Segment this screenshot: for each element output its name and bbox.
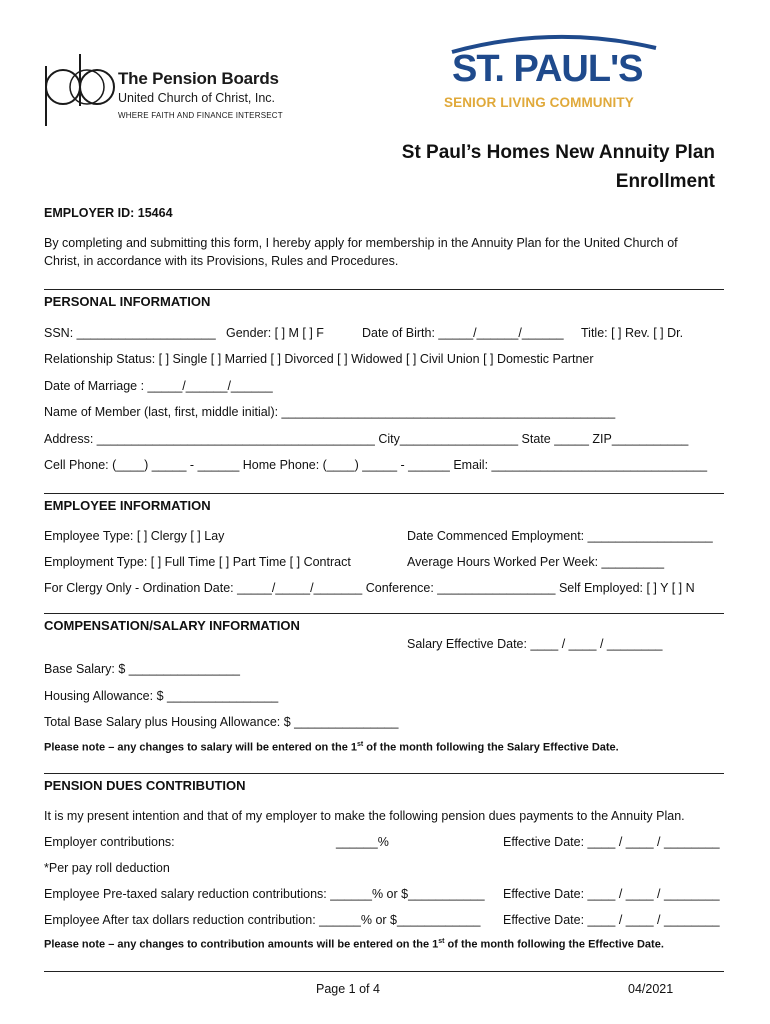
pension-boards-tagline: WHERE FAITH AND FINANCE INTERSECT [118,111,283,120]
st-pauls-subtitle: SENIOR LIVING COMMUNITY [444,95,634,110]
footer-divider [44,971,724,972]
employer-effective-date-field[interactable]: Effective Date: ____ / ____ / ________ [503,835,720,849]
pension-dues-header: PENSION DUES CONTRIBUTION [44,778,246,793]
total-salary-field[interactable]: Total Base Salary plus Housing Allowance: $ _______________ [44,715,399,729]
employee-info-header: EMPLOYEE INFORMATION [44,498,211,513]
intro-text-line2: Christ, in accordance with its Provisions, Rules and Procedures. [44,254,399,268]
aftertax-effective-date-field[interactable]: Effective Date: ____ / ____ / ________ [503,913,720,927]
pretax-contribution-field[interactable]: Employee Pre-taxed salary reduction contributions: ______% or $___________ [44,887,485,901]
personal-info-header: PERSONAL INFORMATION [44,294,211,309]
pretax-effective-date-field[interactable]: Effective Date: ____ / ____ / ________ [503,887,720,901]
salary-effective-date-field[interactable]: Salary Effective Date: ____ / ____ / ________ [407,637,663,651]
employer-contributions-label: Employer contributions: [44,835,175,849]
section-divider [44,289,724,290]
gender-field[interactable]: Gender: [ ] M [ ] F [226,326,324,340]
salary-change-note: Please note – any changes to salary will be entered on the 1st of the month following the Salary Effective Date. [44,741,619,754]
form-title-line2: Enrollment [615,171,715,192]
marriage-date-field[interactable]: Date of Marriage : _____/______/______ [44,379,273,393]
ssn-field[interactable]: SSN: ____________________ [44,326,216,340]
page-number: Page 1 of 4 [316,982,380,996]
base-salary-field[interactable]: Base Salary: $ ________________ [44,662,240,676]
per-payroll-note: *Per pay roll deduction [44,861,170,875]
title-field[interactable]: Title: [ ] Rev. [ ] Dr. [581,326,684,340]
form-revision-date: 04/2021 [628,982,674,996]
employer-contributions-percent-field[interactable]: ______% [336,835,389,849]
employer-id: EMPLOYER ID: 15464 [44,206,173,220]
date-commenced-field[interactable]: Date Commenced Employment: __________________ [407,529,713,543]
compensation-header: COMPENSATION/SALARY INFORMATION [44,618,300,633]
pension-boards-subtitle: United Church of Christ, Inc. [118,91,276,105]
address-field[interactable]: Address: ________________________________________ City_________________ State _____ ZIP___________ [44,432,689,446]
employee-type-field[interactable]: Employee Type: [ ] Clergy [ ] Lay [44,529,225,543]
pension-boards-name: The Pension Boards [118,69,279,88]
member-name-field[interactable]: Name of Member (last, first, middle initial): ________________________________________________ [44,405,616,419]
employment-type-field[interactable]: Employment Type: [ ] Full Time [ ] Part Time [ ] Contract [44,555,351,569]
section-divider [44,493,724,494]
date-of-birth-field[interactable]: Date of Birth: _____/______/______ [362,326,564,340]
phone-email-field[interactable]: Cell Phone: (____) _____ - ______ Home Phone: (____) _____ - ______ Email: _______________________________ [44,458,708,472]
section-divider [44,773,724,774]
form-title-line1: St Paul’s Homes New Annuity Plan [401,142,715,163]
clergy-ordination-field[interactable]: For Clergy Only - Ordination Date: _____/_____/_______ Conference: _________________ Self Employed: [ ] Y [ ] N [44,581,695,595]
st-pauls-name: ST. PAUL'S [452,48,643,90]
aftertax-contribution-field[interactable]: Employee After tax dollars reduction contribution: ______% or $____________ [44,913,481,927]
dues-intro-text: It is my present intention and that of my employer to make the following pension dues payments to the Annuity Plan. [44,809,685,823]
intro-text-line1: By completing and submitting this form, I hereby apply for membership in the Annuity Plan for the United Church of [44,236,678,250]
relationship-status-field[interactable]: Relationship Status: [ ] Single [ ] Married [ ] Divorced [ ] Widowed [ ] Civil Union [ ] Domestic Partner [44,352,594,366]
average-hours-field[interactable]: Average Hours Worked Per Week: _________ [407,555,665,569]
contribution-change-note: Please note – any changes to contribution amounts will be entered on the 1st of the month following the Effective Date. [44,938,664,951]
section-divider [44,613,724,614]
housing-allowance-field[interactable]: Housing Allowance: $ ________________ [44,689,279,703]
